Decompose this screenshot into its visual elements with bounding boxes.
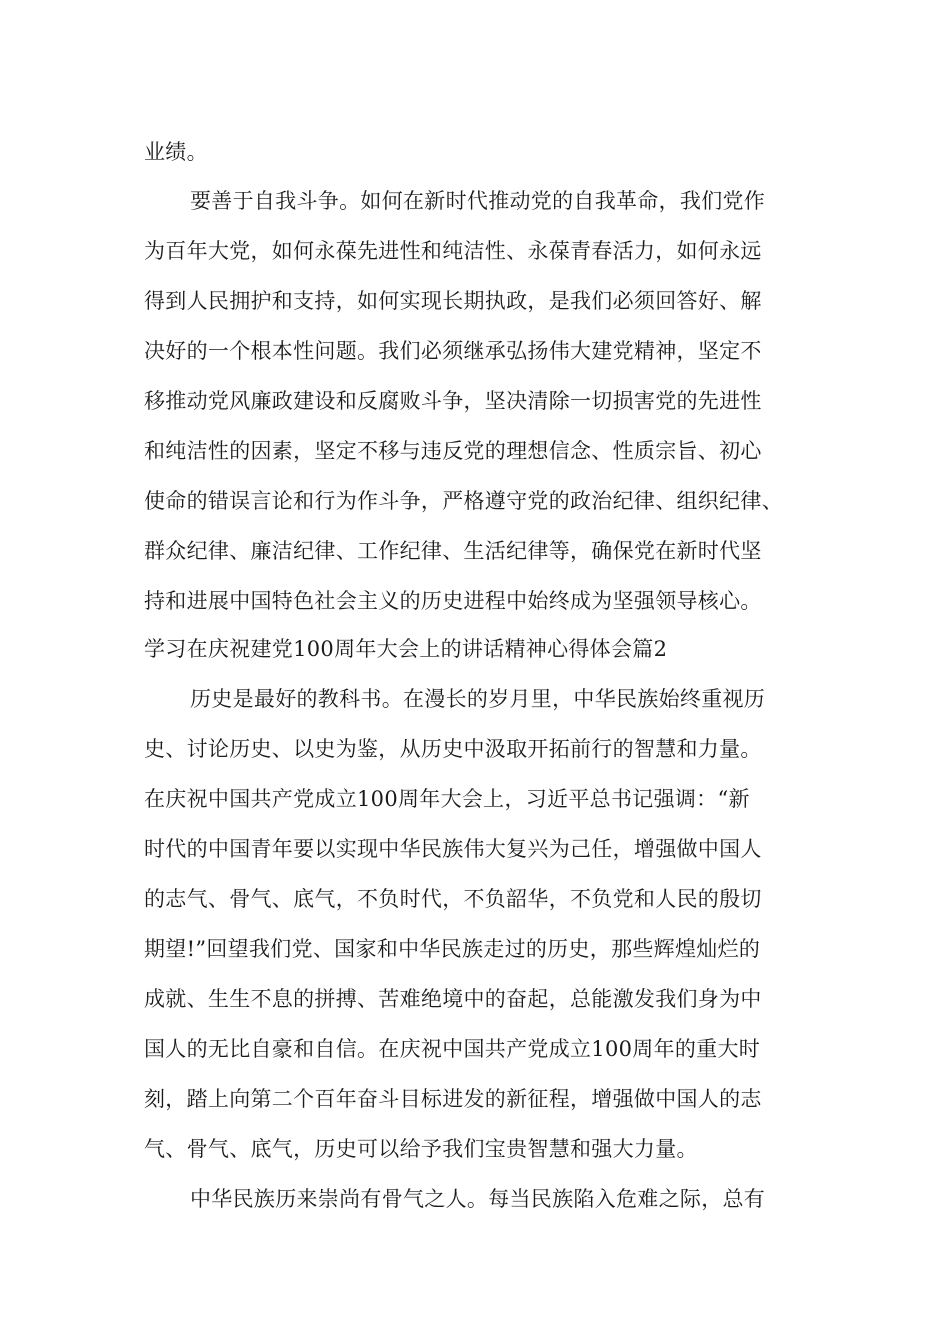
text-line: 在庆祝中国共产党成立100周年大会上，习近平总书记强调：“新 bbox=[144, 787, 750, 811]
text-line: 决好的一个根本性问题。我们必须继承弘扬伟大建党精神，坚定不 bbox=[144, 339, 762, 363]
paragraph-first-line: 中华民族历来崇尚有骨气之人。每当民族陷入危难之际，总有 bbox=[190, 1187, 766, 1211]
text-line: 期望!”回望我们党、国家和中华民族走过的历史，那些辉煌灿烂的 bbox=[144, 937, 761, 961]
text-line: 的志气、骨气、底气，不负时代，不负韶华，不负党和人民的殷切 bbox=[144, 887, 762, 911]
section-heading: 学习在庆祝建党100周年大会上的讲话精神心得体会篇2 bbox=[144, 637, 668, 661]
text-line: 和纯洁性的因素，坚定不移与违反党的理想信念、性质宗旨、初心 bbox=[144, 439, 762, 463]
paragraph-first-line: 要善于自我斗争。如何在新时代推动党的自我革命，我们党作 bbox=[190, 189, 766, 213]
paragraph-first-line: 历史是最好的教科书。在漫长的岁月里，中华民族始终重视历 bbox=[190, 687, 766, 711]
text-line: 刻，踏上向第二个百年奋斗目标进发的新征程，增强做中国人的志 bbox=[144, 1087, 762, 1111]
text-line: 群众纪律、廉洁纪律、工作纪律、生活纪律等，确保党在新时代坚 bbox=[144, 539, 762, 563]
text-line: 移推动党风廉政建设和反腐败斗争，坚决清除一切损害党的先进性 bbox=[144, 389, 762, 413]
text-line: 成就、生生不息的拼搏、苦难绝境中的奋起，总能激发我们身为中 bbox=[144, 987, 762, 1011]
text-line: 史、讨论历史、以史为鉴，从历史中汲取开拓前行的智慧和力量。 bbox=[144, 737, 762, 761]
text-line: 时代的中国青年要以实现中华民族伟大复兴为己任，增强做中国人 bbox=[144, 837, 762, 861]
text-line: 为百年大党，如何永葆先进性和纯洁性、永葆青春活力，如何永远 bbox=[144, 239, 762, 263]
text-line: 国人的无比自豪和自信。在庆祝中国共产党成立100周年的重大时 bbox=[144, 1037, 761, 1061]
text-line: 得到人民拥护和支持，如何实现长期执政，是我们必须回答好、解 bbox=[144, 289, 762, 313]
text-line: 持和进展中国特色社会主义的历史进程中始终成为坚强领导核心。 bbox=[144, 589, 762, 613]
text-line: 气、骨气、底气，历史可以给予我们宝贵智慧和强大力量。 bbox=[144, 1137, 698, 1161]
text-line: 业绩。 bbox=[144, 140, 208, 164]
text-line: 使命的错误言论和行为作斗争，严格遵守党的政治纪律、组织纪律、 bbox=[144, 489, 783, 513]
